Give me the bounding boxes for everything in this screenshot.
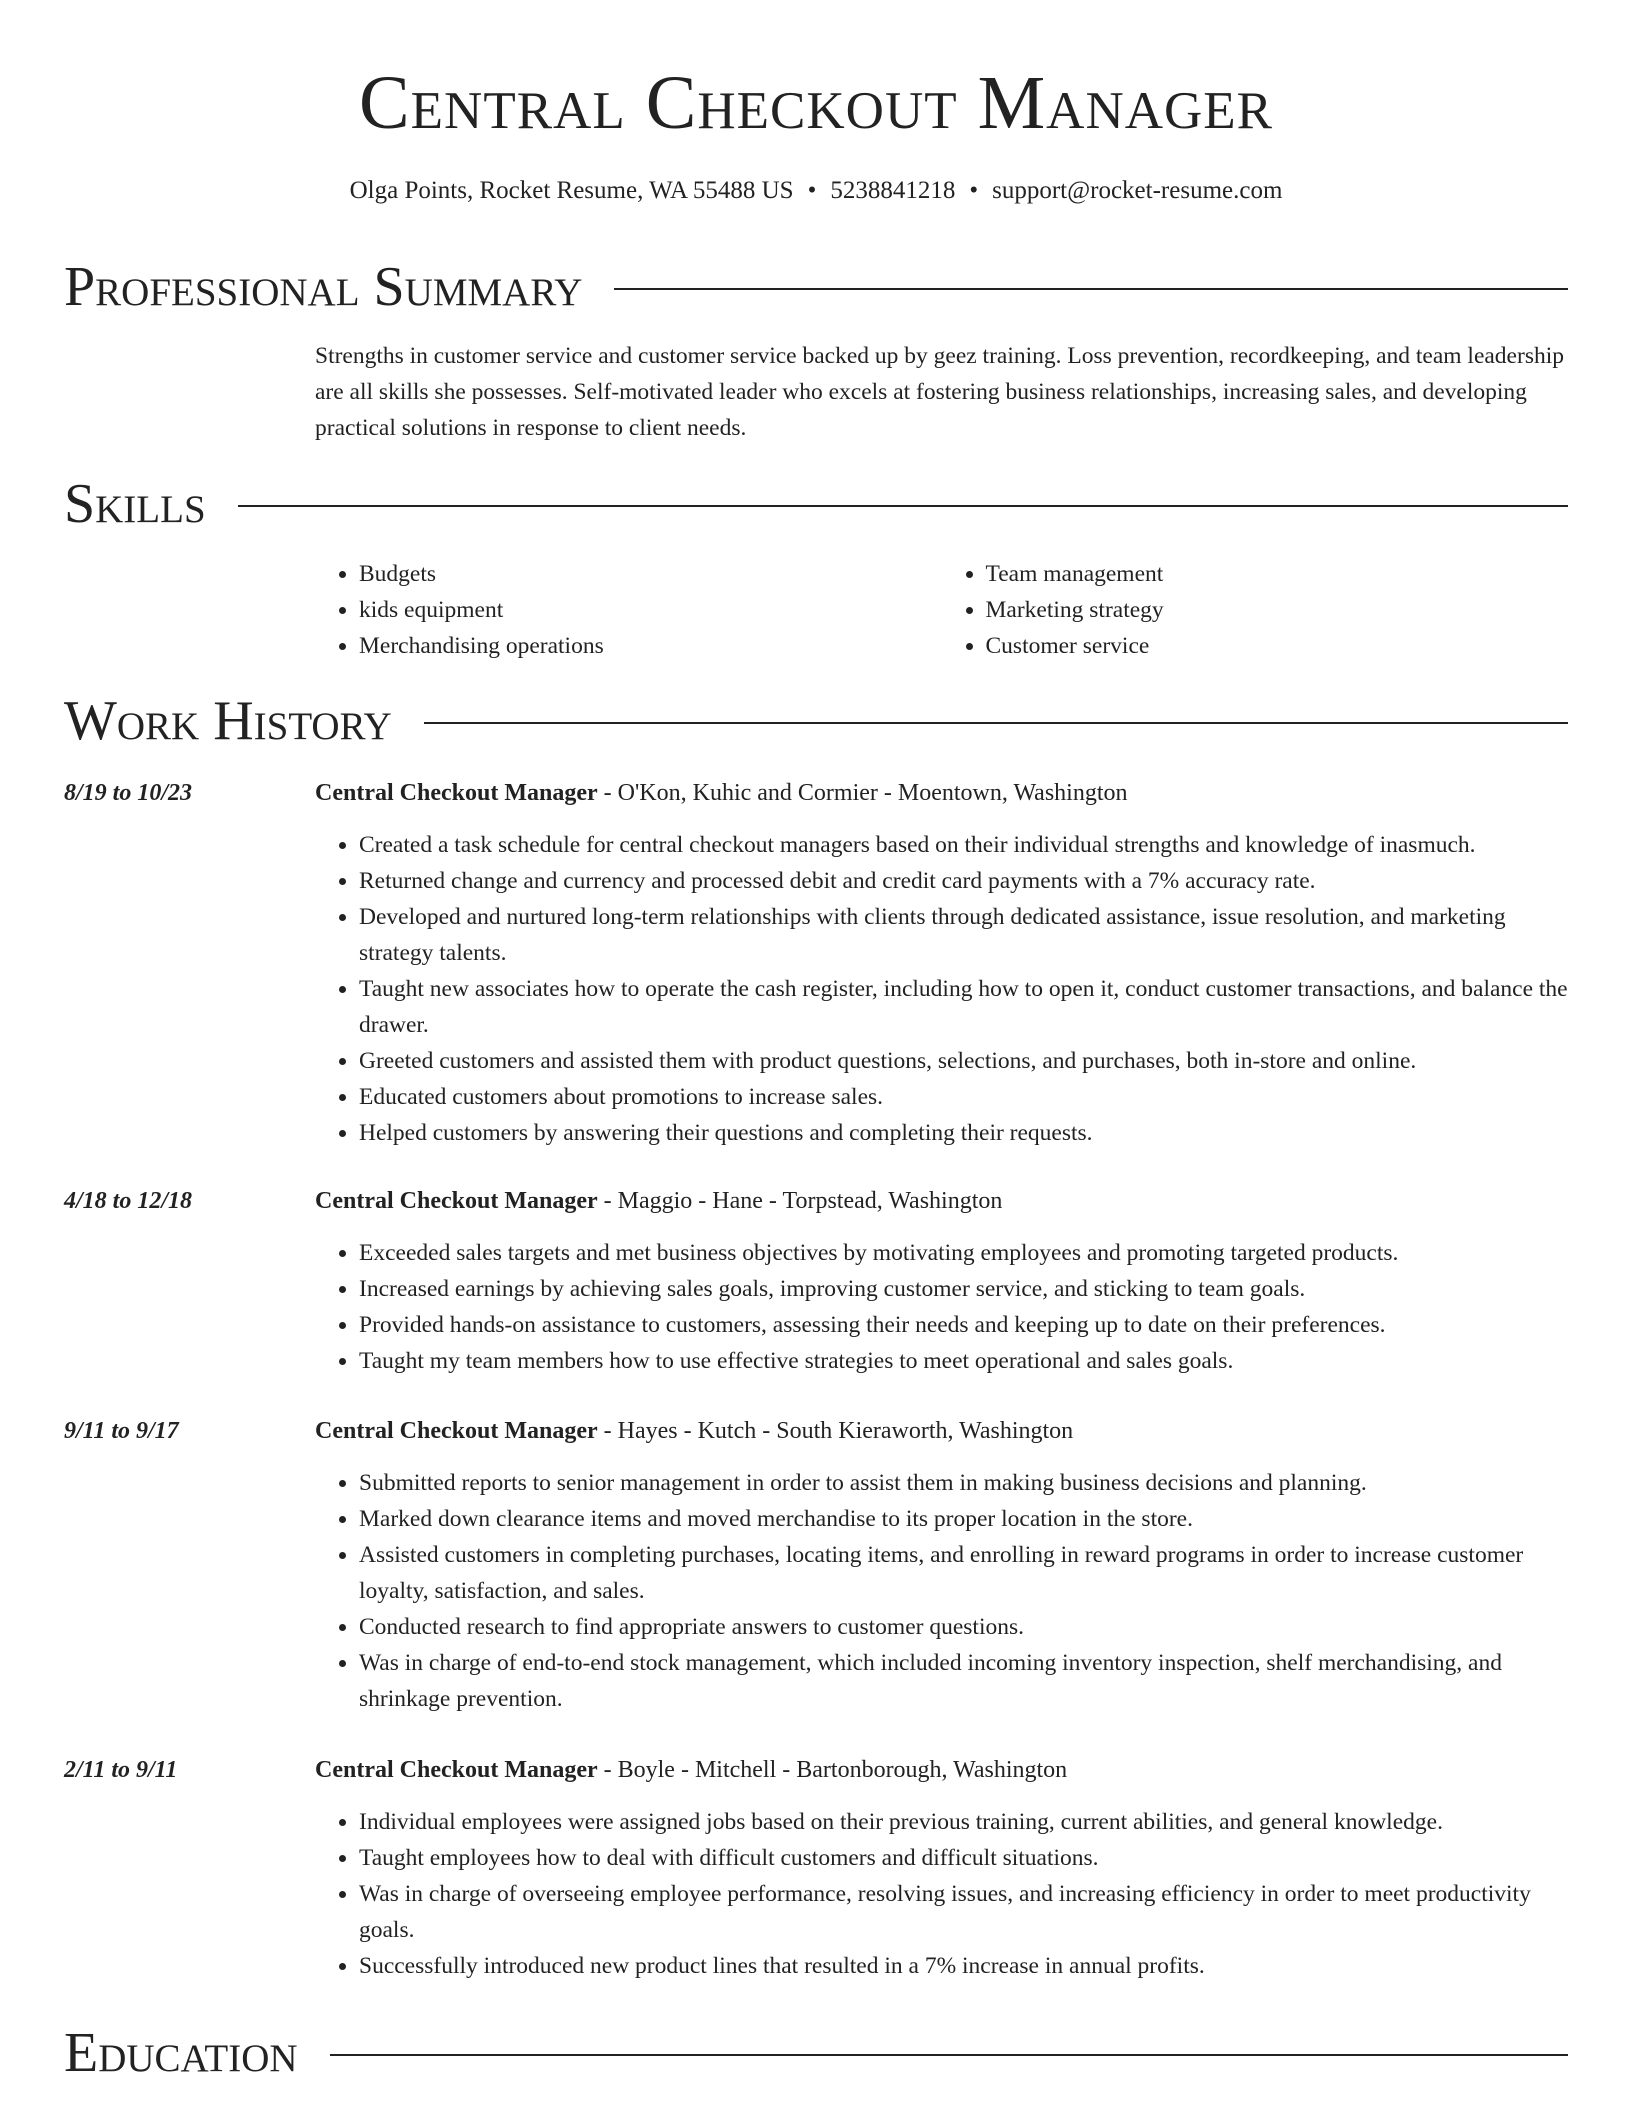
job-bullet: • Assisted customers in completing purchases, locating items, and enrolling in reward programs in order to increase customer loyalty, satisfaction, and sales. xyxy=(359,1537,1568,1609)
job-bullet: • Was in charge of overseeing employee performance, resolving issues, and increasing efficiency in order to meet productivity goals. xyxy=(359,1876,1568,1948)
job-bullet: • Individual employees were assigned jobs based on their previous training, current abilities, and general knowledge. xyxy=(359,1804,1568,1840)
job-bullets xyxy=(315,827,1568,1151)
section-title-summary: Professional Summary xyxy=(64,256,583,318)
contact-address: Olga Points, Rocket Resume, WA 55488 US xyxy=(349,177,794,204)
job-bullet: • Increased earnings by achieving sales goals, improving customer service, and sticking to team goals. xyxy=(359,1271,1568,1307)
job-heading xyxy=(315,775,1128,811)
summary-text: Strengths in customer service and customer service backed up by geez training. Loss prevention, recordkeeping, and team leadership are all skills she possesses. Self-motivated leader who excels at fostering business relationships, increasing sales, and developing practical solutions in response to client needs. xyxy=(315,343,1564,441)
contact-separator: • xyxy=(807,177,817,204)
section-divider xyxy=(330,2054,1568,2056)
job-dates: 2/11 to 9/11 xyxy=(64,1757,178,1783)
contact-email[interactable]: support@rocket-resume.com xyxy=(992,177,1283,204)
section-divider xyxy=(424,722,1568,724)
job-bullet: • Successfully introduced new product lines that resulted in a 7% increase in annual profits. xyxy=(359,1948,1568,1984)
job-bullets xyxy=(315,1465,1568,1717)
section-divider xyxy=(238,505,1568,507)
job-bullet: • Helped customers by answering their questions and completing their requests. xyxy=(359,1115,1568,1151)
job-bullet: • Educated customers about promotions to increase sales. xyxy=(359,1079,1568,1115)
job-bullet: • Taught new associates how to operate the cash register, including how to open it, conduct customer transactions, and balance the drawer. xyxy=(359,971,1568,1043)
job-bullet: • Taught my team members how to use effective strategies to meet operational and sales goals. xyxy=(359,1343,1568,1379)
skill-item: • kids equipment xyxy=(359,592,942,628)
job-heading xyxy=(315,1752,1067,1788)
job-title: Central Checkout Manager xyxy=(315,1188,598,1214)
section-divider xyxy=(614,288,1568,290)
section-title-education: Education xyxy=(64,2022,298,2084)
section-header-work-history xyxy=(64,686,1568,756)
job-dates: 8/19 to 10/23 xyxy=(64,780,193,806)
skills-column-left xyxy=(315,556,942,664)
skill-item: • Budgets xyxy=(359,556,942,592)
job-employer: - O'Kon, Kuhic and Cormier - Moentown, Washington xyxy=(597,780,1128,806)
skill-item: • Merchandising operations xyxy=(359,628,942,664)
section-header-skills xyxy=(64,469,1568,539)
job-employer: - Boyle - Mitchell - Bartonborough, Washington xyxy=(597,1757,1068,1783)
skill-item: • Customer service xyxy=(986,628,1569,664)
contact-line xyxy=(0,174,1632,208)
job-heading xyxy=(315,1183,1002,1219)
section-header-summary xyxy=(64,252,1568,322)
job-bullet: • Taught employees how to deal with difficult customers and difficult situations. xyxy=(359,1840,1568,1876)
job-bullet: • Was in charge of end-to-end stock management, which included incoming inventory inspection, shelf merchandising, and shrinkage prevention. xyxy=(359,1645,1568,1717)
job-bullets xyxy=(315,1804,1568,1984)
job-dates: 9/11 to 9/17 xyxy=(64,1418,179,1444)
job-heading xyxy=(315,1413,1073,1449)
job-bullet: • Provided hands-on assistance to customers, assessing their needs and keeping up to date on their preferences. xyxy=(359,1307,1568,1343)
job-employer: - Maggio - Hane - Torpstead, Washington xyxy=(597,1188,1003,1214)
job-bullet: • Marked down clearance items and moved merchandise to its proper location in the store. xyxy=(359,1501,1568,1537)
contact-phone[interactable]: 5238841218 xyxy=(830,177,956,204)
job-bullet: • Created a task schedule for central checkout managers based on their individual strengths and knowledge of inasmuch. xyxy=(359,827,1568,863)
skill-item: • Team management xyxy=(986,556,1569,592)
job-bullets xyxy=(315,1235,1568,1379)
contact-separator: • xyxy=(969,177,979,204)
job-title: Central Checkout Manager xyxy=(315,1418,598,1444)
job-bullet: • Conducted research to find appropriate answers to customer questions. xyxy=(359,1609,1568,1645)
job-bullet: • Submitted reports to senior management in order to assist them in making business decisions and planning. xyxy=(359,1465,1568,1501)
candidate-name: Central Checkout Manager xyxy=(358,61,1273,145)
skill-item: • Marketing strategy xyxy=(986,592,1569,628)
job-bullet: • Greeted customers and assisted them with product questions, selections, and purchases, both in-store and online. xyxy=(359,1043,1568,1079)
job-bullet: • Returned change and currency and processed debit and credit card payments with a 7% accuracy rate. xyxy=(359,863,1568,899)
skills-list xyxy=(315,556,1568,664)
skills-column-right xyxy=(942,556,1569,664)
job-title: Central Checkout Manager xyxy=(315,780,598,806)
section-title-skills: Skills xyxy=(64,473,206,535)
job-dates: 4/18 to 12/18 xyxy=(64,1188,193,1214)
section-header-education xyxy=(64,2018,1568,2088)
job-employer: - Hayes - Kutch - South Kieraworth, Washington xyxy=(597,1418,1074,1444)
job-title: Central Checkout Manager xyxy=(315,1757,598,1783)
section-title-work-history: Work History xyxy=(64,690,392,752)
job-bullet: • Developed and nurtured long-term relationships with clients through dedicated assistance, issue resolution, and marketing strategy talents. xyxy=(359,899,1568,971)
job-bullet: • Exceeded sales targets and met business objectives by motivating employees and promoting targeted products. xyxy=(359,1235,1568,1271)
